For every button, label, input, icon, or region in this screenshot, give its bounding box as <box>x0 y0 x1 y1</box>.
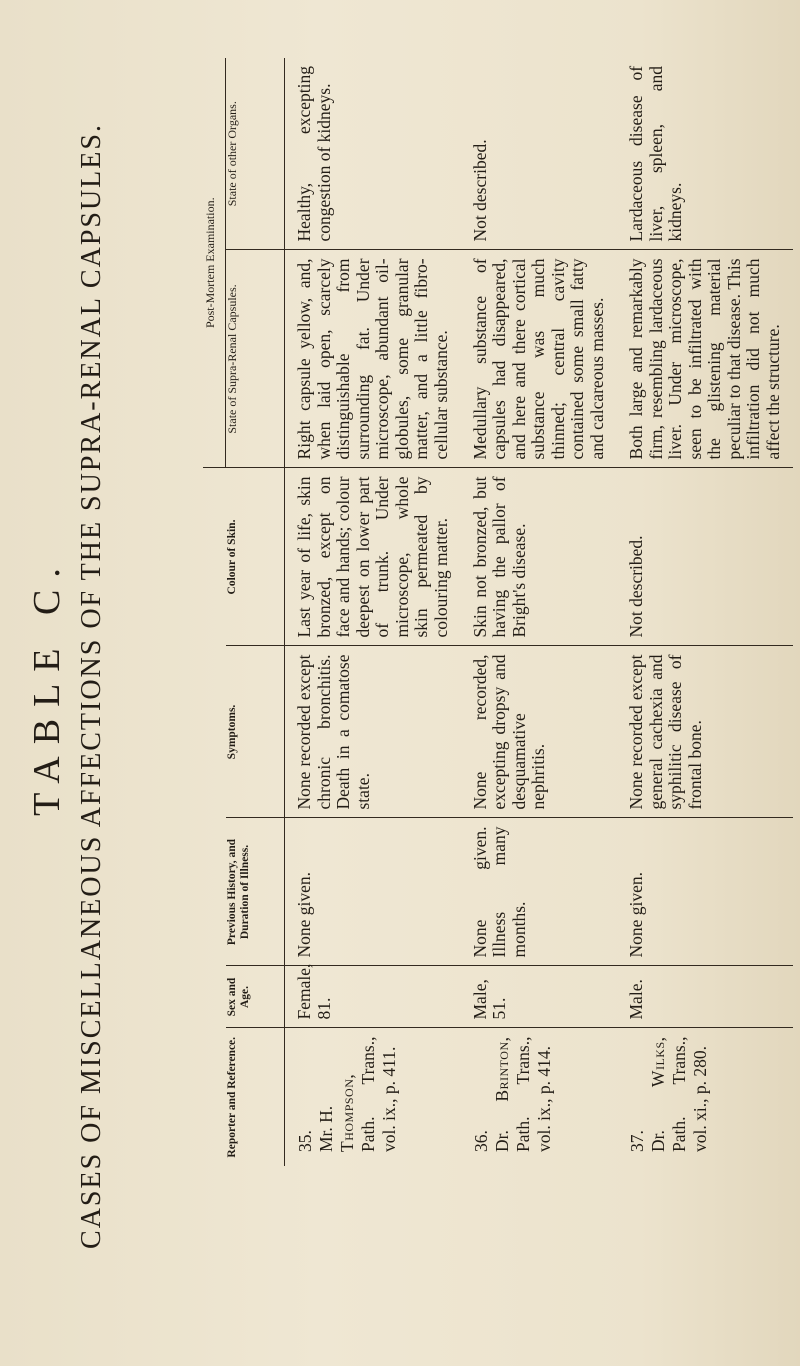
table-row <box>617 58 793 1166</box>
history-cell: None given. <box>285 818 461 966</box>
reporter-surname: Brinton, <box>491 1036 512 1102</box>
capsules-cell: Right capsule yellow, and, when laid open, scarcely distinguishable from surrounding fat. Under microscope, abundant oil-globules, some granular matter, and a little fibro-cellular substance. <box>285 250 461 468</box>
organs-cell: Lardaceous disease of liver, spleen, and kidneys. <box>617 58 793 250</box>
sex-age-cell: Male. <box>617 966 793 1028</box>
table-title: TABLE C. <box>26 556 68 816</box>
table-row <box>461 58 617 1166</box>
reporter-cell <box>461 1028 617 1166</box>
post-mortem-group-header: Post-Mortem Examination. <box>203 58 226 468</box>
reference: Path. Trans., vol. ix., p. 414. <box>512 1036 554 1152</box>
col-header-history: Previous History, and Duration of Illness. <box>226 818 285 966</box>
skin-cell: Skin not bronzed, but having the pallor of Bright's disease. <box>461 468 617 646</box>
cases-table <box>203 58 793 1166</box>
capsules-cell: Both large and remarkably firm, resembling lardaceous liver. Under microscope, seen to be infiltrated with the glistening material peculiar to that disease. This infiltration did not much affect the structure. <box>617 250 793 468</box>
reporter-name: Mr. H. <box>316 1105 336 1152</box>
reference: Path. Trans., vol. xi., p. 280. <box>669 1036 711 1152</box>
title-block <box>25 86 109 1286</box>
case-number: 35. <box>295 1130 315 1152</box>
col-header-capsules: State of Supra-Renal Capsules. <box>226 250 285 468</box>
reporter-surname: Thompson, <box>337 1073 357 1152</box>
col-header-organs: State of other Organs. <box>226 58 285 250</box>
history-cell: None given. Illness many months. <box>461 818 617 966</box>
sex-age-cell: Male, 51. <box>461 966 617 1028</box>
organs-cell: Healthy, excepting congestion of kidneys. <box>285 58 461 250</box>
reporter-cell <box>617 1028 793 1166</box>
col-header-reporter: Reporter and Reference. <box>226 1028 285 1166</box>
skin-cell: Last year of life, skin bronzed, except on face and hands; colour deepest on lower part of trunk. Under microscope, whole skin permeated by colouring matter. <box>285 468 461 646</box>
reporter-name: Dr. <box>648 1130 669 1152</box>
sex-age-cell: Female, 81. <box>285 966 461 1028</box>
reporter-cell <box>285 1028 461 1166</box>
reporter-surname: Wilks, <box>648 1036 669 1088</box>
case-number: 36. <box>470 1130 491 1152</box>
skin-cell: Not described. <box>617 468 793 646</box>
reporter-name: Dr. <box>491 1130 512 1152</box>
col-header-skin: Colour of Skin. <box>226 468 285 646</box>
col-header-sex-age: Sex and Age. <box>226 966 285 1028</box>
reference: Path. Trans., vol. ix., p. 411. <box>358 1036 399 1152</box>
organs-cell: Not described. <box>461 58 617 250</box>
col-header-symptoms: Symptoms. <box>226 646 285 818</box>
symptoms-cell: None recorded except general cachexia and syphilitic disease of frontal bone. <box>617 646 793 818</box>
symptoms-cell: None recorded, excepting dropsy and desquamative nephritis. <box>461 646 617 818</box>
table-row <box>285 58 461 1166</box>
history-cell: None given. <box>617 818 793 966</box>
symptoms-cell: None recorded except chronic bronchitis. Death in a comatose state. <box>285 646 461 818</box>
capsules-cell: Medullary substance of capsules had disappeared, and here and there cortical substance was much thinned; central cavity contained some small fatty and calcareous masses. <box>461 250 617 468</box>
table-subtitle: CASES OF MISCELLANEOUS AFFECTIONS OF THE SUPRA-RENAL CAPSULES. <box>76 123 107 1249</box>
case-number: 37. <box>627 1130 648 1152</box>
